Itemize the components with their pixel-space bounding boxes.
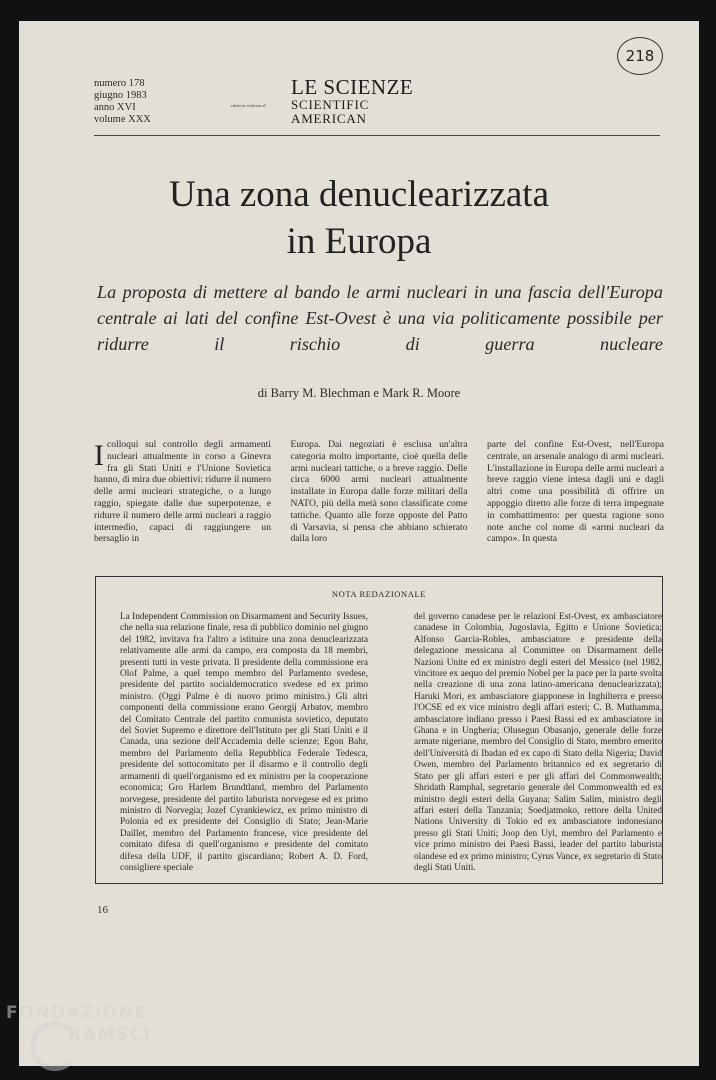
magazine-logo xyxy=(291,76,431,126)
issue-info xyxy=(94,78,151,126)
issue-date: giugno 1983 xyxy=(94,90,147,101)
note-column-1: La Independent Commission on Disarmament and Security Issues, che nella sua relazione finale, resa di pubblico dominio nel giugno del 1982, invitava fra l'altro a istituire una zona denuclearizzata relativamente alle armi da campo, era composta da 18 membri, presenti tutti in veste privata. Il presidente della commissione era Olof Palme, a quel tempo membro del Parlamento svedese, presidente del partito socialdemocratico svedese ed ex primo ministro. (Oggi Palme è di nuovo primo ministro.) Gli altri componenti della commissione erano Georgij Arbatov, membro del Comitato Centrale del partito comunista sovietico, deputato del Soviet Supremo e direttore dell'Istituto per gli Stati Uniti e il Canada, una sezione dell'Accademia delle scienze; Egon Bahr, membro del Parlamento della Repubblica Federale Tedesca, presidente del sottocomitato per il disarmo e il controllo degli armamenti di quell'organismo ed ex ministro per la cooperazione economica; Gro Harlem Brundtland, membro del Parlamento norvegese, presidente del partito laburista norvegese ed ex primo ministro di Norvegia; Jozef Cyrankiewicz, ex primo ministro di Polonia ed ex presidente del Consiglio di Stato; Jean-Marie Daillet, membro del Parlamento francese, vice presidente del comitato difesa di quell'organismo e presidente del comitato difesa della UDF, il partito giscardiano; Robert A. D. Ford, consigliere speciale xyxy=(120,612,368,873)
title-line-2: in Europa xyxy=(286,221,432,262)
article-body xyxy=(94,439,664,551)
brand-edition-label: edizione italiana di xyxy=(231,103,266,108)
issue-year: anno XVI xyxy=(94,102,136,113)
drop-cap: I xyxy=(94,439,104,472)
body-column-3: parte del confine Est-Ovest, nell'Europa centrale, un arsenale analogo di armi nucleari. L'installazione in Europa delle armi nucleari a breve raggio viene intesa dagli uni e dagli altri come una possibilità di offrire un appoggio diretto alle forze di terra impegnate in combattimento: per questa ragione sono note anche col nome di «armi nucleari da campo». In questa xyxy=(487,439,664,545)
issue-number: numero 178 xyxy=(94,78,145,89)
article-title xyxy=(79,171,639,265)
body-column-1-text: colloqui sul controllo degli armamenti nucleari attualmente in corso a Ginevra fra gli Stati Uniti e l'Unione Sovietica hanno, di mira due obiettivi: ridurre il numero delle armi nucleari strategiche, o a lungo raggio, spiegate dalle due superpotenze, e ridurre il numero delle armi nucleari a raggio intermedio, capaci di raggiungere un bersaglio in xyxy=(94,439,271,545)
note-column-2: del governo canadese per le relazioni Est-Ovest, ex ambasciatore canadese in Colombia, Jugoslavia, Egitto e Unione Sovietica; Alfonso Garcia-Robles, ambasciatore e presidente della delegazione messicana al Committee on Disarmament delle Nazioni Unite ed ex ministro degli esteri del Messico (nel 1982, vincitore ex aequo del premio Nobel per la pace per la parte svolta nella creazione di una zona latino-americana denuclearizzata); Haruki Mori, ex ambasciatore giapponese in Inghilterra e presso l'OCSE ed ex vice ministro degli affari esteri; C. B. Muthamma, ambasciatore indiano presso i Paesi Bassi ed ex ambasciatore in Ghana e in Ungheria; Olusegun Obasanjo, generale delle forze armate nigeriane, membro del Consiglio di Stato, membro emerito dell'Università di Ibadan ed ex capo di Stato della Nigeria; David Owen, membro del Parlamento britannico ed ex segretario di Stato per gli affari esteri e per gli affari del Commonwealth; Shridath Ramphal, segretario generale del Commonwealth ed ex ministro degli esteri della Guyana; Salim Salim, ministro degli affari esteri della Tanzania; Soedjatmoko, rettore della United Nations University di Tokio ed ex ambasciatore indonesiano presso gli Stati Uniti; Joop den Uyl, membro del Parlamento e vice primo ministro dei Paesi Bassi, leader del partito laburista olandese ed ex primo ministro; Cyrus Vance, ex segretario di Stato degli Stati Uniti. xyxy=(414,612,662,873)
watermark-line-1: FONDAZIONE xyxy=(6,1003,148,1023)
archive-watermark xyxy=(6,1003,186,1075)
watermark-line-2: RAMSCI xyxy=(68,1025,152,1045)
document-page xyxy=(19,21,699,1066)
editorial-note-box xyxy=(95,576,663,884)
watermark-onlus: onlus xyxy=(151,1049,173,1057)
body-column-1 xyxy=(94,439,271,551)
editorial-note-body xyxy=(120,612,662,874)
brand-sub-2: AMERICAN xyxy=(291,111,367,126)
page-number: 16 xyxy=(97,904,108,916)
article-subtitle: La proposta di mettere al bando le armi nucleari in una fascia dell'Europa centrale ai lati del confine Est-Ovest è una via politicamente possibile per ridurre il rischio di guerra nucleare xyxy=(97,282,663,354)
byline: di Barry M. Blechman e Mark R. Moore xyxy=(257,386,461,400)
body-column-2: Europa. Dai negoziati è esclusa un'altra categoria molto importante, cioè quella delle armi nucleari tattiche, o a breve raggio. Delle circa 6000 armi nucleari attualmente installate in Europa dalle forze militari della NATO, più della metà sono classificate come tattiche. Quanto alle forze opposte del Patto di Varsavia, si pensa che abbiano schierato dalla loro xyxy=(290,439,468,545)
issue-volume: volume XXX xyxy=(94,114,151,125)
masthead-divider xyxy=(94,135,660,136)
brand-sub-1: SCIENTIFIC xyxy=(291,97,370,112)
brand-main: LE SCIENZE xyxy=(291,75,414,99)
title-line-1: Una zona denuclearizzata xyxy=(168,174,550,215)
editorial-note-title: NOTA REDAZIONALE xyxy=(331,589,427,599)
handwritten-page-id: 218 xyxy=(617,37,663,75)
